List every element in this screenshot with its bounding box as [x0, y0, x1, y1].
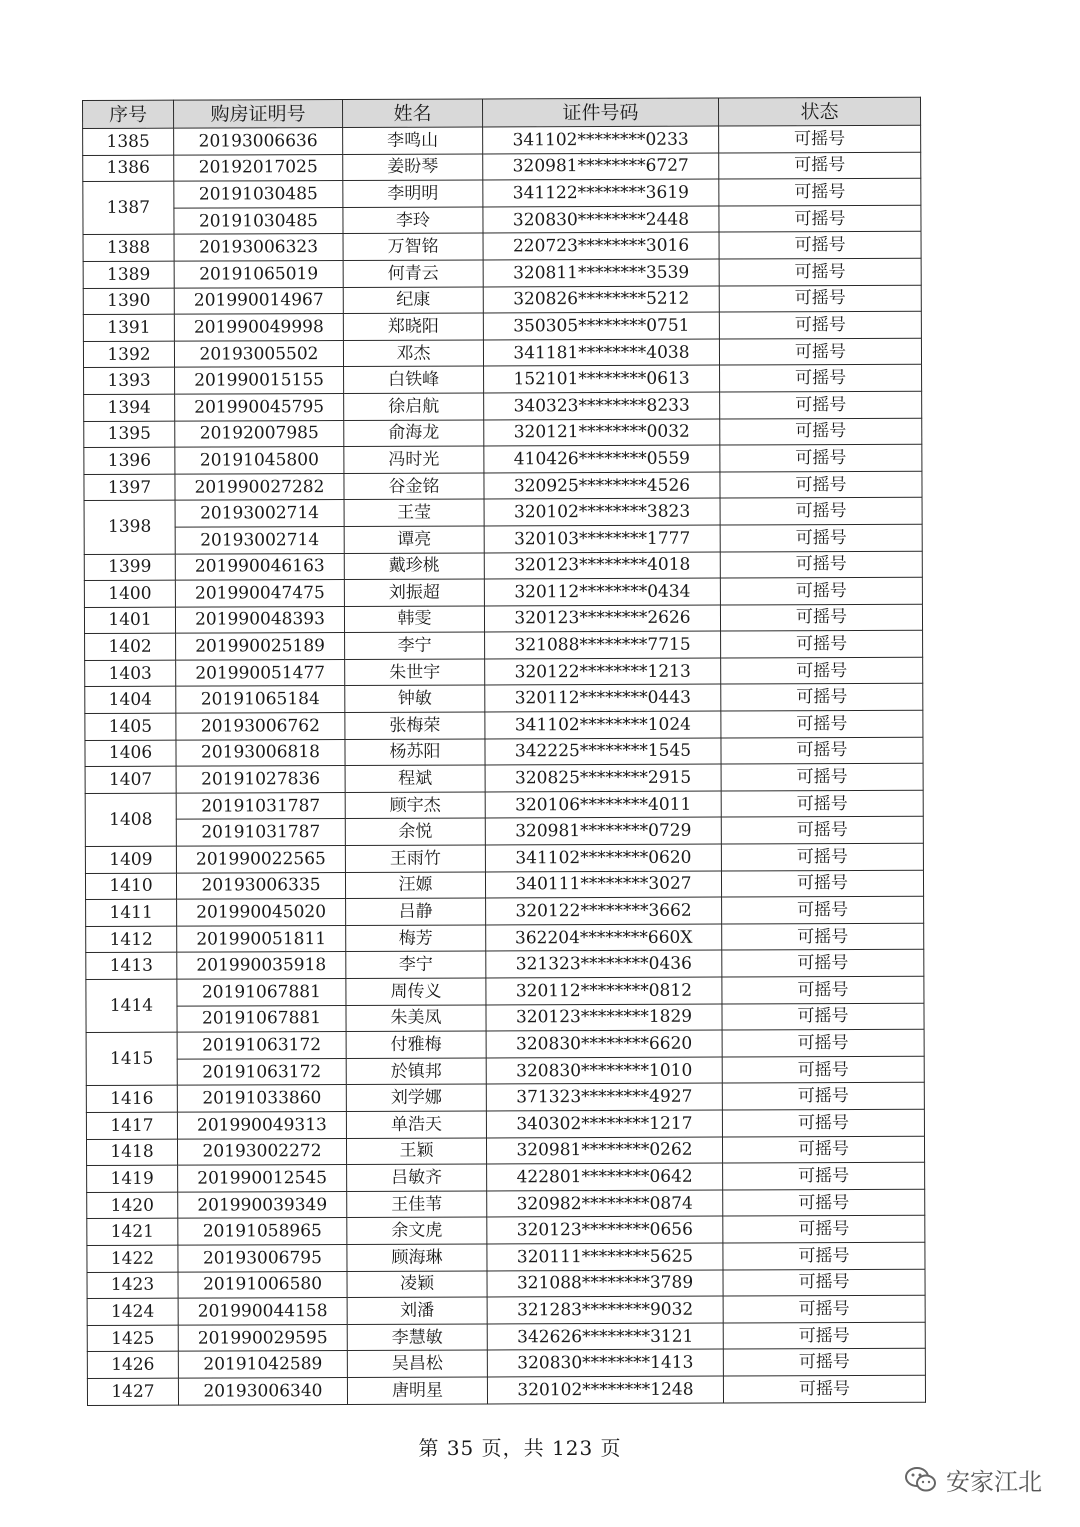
- cell-name: 於镇邦: [346, 1058, 486, 1085]
- cell-status: 可摇号: [722, 950, 924, 977]
- cell-cert-number: 20192017025: [174, 154, 343, 181]
- cell-seq: 1390: [83, 288, 174, 315]
- table-row: [84, 524, 922, 554]
- cell-id-number: 320102********3823: [484, 498, 720, 525]
- cell-seq: 1403: [85, 660, 176, 687]
- cell-seq: 1411: [86, 899, 177, 926]
- table-row: [87, 1375, 925, 1405]
- table-row: [85, 790, 923, 820]
- cell-cert-number: 20191063172: [177, 1058, 346, 1085]
- cell-status: 可摇号: [723, 1322, 925, 1349]
- cell-status: 可摇号: [722, 1029, 924, 1056]
- cell-status: 可摇号: [719, 178, 921, 205]
- cell-status: 可摇号: [719, 338, 921, 365]
- cell-status: 可摇号: [720, 524, 922, 551]
- cell-id-number: 320830********1413: [487, 1349, 723, 1376]
- header-name: 姓名: [343, 99, 483, 128]
- cell-name: 刘振超: [344, 579, 484, 606]
- cell-cert-number: 201990051811: [177, 925, 346, 952]
- cell-cert-number: 20191006580: [178, 1271, 347, 1298]
- cell-id-number: 320830********1010: [486, 1057, 722, 1084]
- table-row: [86, 950, 924, 980]
- table-row: [85, 817, 923, 847]
- cell-cert-number: 20193006795: [178, 1244, 347, 1271]
- cell-name: 钟敏: [345, 685, 485, 712]
- account-watermark: [904, 1462, 1042, 1497]
- cell-status: 可摇号: [720, 391, 922, 418]
- cell-cert-number: 20193002272: [177, 1138, 346, 1165]
- table-row: [84, 551, 922, 581]
- table-row: [85, 737, 923, 767]
- table-row: [84, 418, 922, 448]
- cell-seq: 1397: [84, 474, 175, 501]
- cell-id-number: 320121********0032: [484, 419, 720, 446]
- cell-name: 李宁: [345, 632, 485, 659]
- cell-name: 李慧敏: [347, 1324, 487, 1351]
- cell-cert-number: 201990046163: [175, 553, 344, 580]
- cell-id-number: 422801********0642: [487, 1163, 723, 1190]
- table-row: [83, 285, 921, 315]
- cell-name: 纪康: [343, 287, 483, 314]
- cell-seq: 1422: [87, 1245, 178, 1272]
- table-row: [83, 311, 921, 341]
- cell-id-number: 320112********0443: [485, 685, 721, 712]
- cell-name: 冯时光: [344, 446, 484, 473]
- cell-seq: 1396: [84, 447, 175, 474]
- table-row: [87, 1349, 925, 1379]
- cell-id-number: 342626********3121: [487, 1323, 723, 1350]
- table-row: [86, 1003, 924, 1033]
- cell-status: 可摇号: [720, 604, 922, 631]
- cell-id-number: 320102********1248: [487, 1376, 723, 1403]
- header-cert-number: 购房证明号: [174, 99, 343, 128]
- cell-name: 白铁峰: [344, 366, 484, 393]
- header-status: 状态: [718, 97, 920, 126]
- cell-status: 可摇号: [722, 1136, 924, 1163]
- cell-seq: 1406: [85, 740, 176, 767]
- header-id-number: 证件号码: [482, 98, 718, 127]
- cell-name: 周传义: [346, 978, 486, 1005]
- cell-id-number: 341181********4038: [483, 339, 719, 366]
- cell-id-number: 320111********5625: [487, 1243, 723, 1270]
- cell-id-number: 350305********0751: [483, 312, 719, 339]
- cell-id-number: 321283********9032: [487, 1296, 723, 1323]
- cell-cert-number: 20191033860: [177, 1085, 346, 1112]
- cell-status: 可摇号: [719, 258, 921, 285]
- table-row: [83, 258, 921, 288]
- cell-name: 吴昌松: [347, 1350, 487, 1377]
- cell-status: 可摇号: [720, 418, 922, 445]
- wechat-icon: [904, 1465, 938, 1495]
- table-row: [83, 232, 921, 262]
- cell-seq: 1423: [87, 1272, 178, 1299]
- cell-name: 王佳苇: [347, 1191, 487, 1218]
- cell-cert-number: 20193006818: [176, 739, 345, 766]
- cell-seq: 1385: [83, 128, 174, 155]
- cell-status: 可摇号: [723, 1269, 925, 1296]
- page-number: 第 35 页，共 123 页: [418, 1436, 622, 1460]
- table-row: [85, 710, 923, 740]
- cell-name: 谷金铭: [344, 473, 484, 500]
- cell-name: 邓杰: [343, 340, 483, 367]
- table-row: [86, 976, 924, 1006]
- table-row: [86, 1083, 924, 1113]
- cell-id-number: 320830********2448: [483, 206, 719, 233]
- cell-status: 可摇号: [721, 817, 923, 844]
- cell-cert-number: 20191058965: [178, 1218, 347, 1245]
- table-row: [87, 1216, 925, 1246]
- cell-status: 可摇号: [719, 285, 921, 312]
- cell-seq: 1392: [83, 341, 174, 368]
- cell-seq: 1416: [86, 1086, 177, 1113]
- cell-seq: 1402: [85, 633, 176, 660]
- cell-cert-number: 20191030485: [174, 181, 343, 208]
- cell-cert-number: 201990014967: [174, 287, 343, 314]
- cell-cert-number: 20193006636: [174, 127, 343, 154]
- cell-seq: 1394: [84, 394, 175, 421]
- cell-id-number: 320981********0262: [486, 1137, 722, 1164]
- cell-cert-number: 20193006762: [176, 713, 345, 740]
- cell-cert-number: 20191027836: [176, 766, 345, 793]
- cell-name: 李宁: [346, 951, 486, 978]
- cell-status: 可摇号: [723, 1216, 925, 1243]
- cell-id-number: 320925********4526: [484, 472, 720, 499]
- table-row: [87, 1189, 925, 1219]
- cell-seq: 1427: [87, 1378, 178, 1405]
- cell-status: 可摇号: [723, 1189, 925, 1216]
- cell-cert-number: 20191063172: [177, 1032, 346, 1059]
- cell-seq: 1418: [86, 1139, 177, 1166]
- cell-seq: 1407: [85, 766, 176, 793]
- table-row: [84, 365, 922, 395]
- cell-name: 凌颖: [347, 1270, 487, 1297]
- cell-id-number: 321088********3789: [487, 1270, 723, 1297]
- cell-status: 可摇号: [719, 125, 921, 152]
- cell-id-number: 371323********4927: [486, 1083, 722, 1110]
- cell-cert-number: 201990049313: [177, 1111, 346, 1138]
- cell-id-number: 320982********0874: [487, 1190, 723, 1217]
- cell-id-number: 320825********2915: [485, 764, 721, 791]
- table-row: [84, 444, 922, 474]
- cell-id-number: 340302********1217: [486, 1110, 722, 1137]
- cell-name: 徐启航: [344, 393, 484, 420]
- cell-id-number: 320981********6727: [483, 153, 719, 180]
- cell-cert-number: 20193002714: [175, 500, 344, 527]
- cell-id-number: 320123********0656: [487, 1216, 723, 1243]
- cell-seq: 1389: [83, 261, 174, 288]
- cell-cert-number: 20191067881: [177, 1005, 346, 1032]
- cell-cert-number: 20191042589: [178, 1351, 347, 1378]
- cell-name: 俞海龙: [344, 419, 484, 446]
- cell-cert-number: 20193006335: [176, 872, 345, 899]
- cell-name: 姜盼琴: [343, 154, 483, 181]
- cell-seq: 1391: [83, 314, 174, 341]
- cell-status: 可摇号: [721, 737, 923, 764]
- cell-status: 可摇号: [719, 205, 921, 232]
- cell-id-number: 341102********0620: [485, 844, 721, 871]
- cell-cert-number: 201990022565: [176, 846, 345, 873]
- header-seq: 序号: [83, 100, 174, 128]
- cell-name: 王莹: [344, 499, 484, 526]
- cell-cert-number: 20193005502: [174, 340, 343, 367]
- table-row: [84, 471, 922, 501]
- cell-name: 余文虎: [347, 1217, 487, 1244]
- cell-name: 戴珍桃: [344, 552, 484, 579]
- cell-status: 可摇号: [721, 870, 923, 897]
- cell-id-number: 410426********0559: [484, 445, 720, 472]
- table-row: [87, 1162, 925, 1192]
- cell-seq: 1393: [84, 367, 175, 394]
- cell-id-number: 341122********3619: [483, 179, 719, 206]
- cell-seq: 1424: [87, 1298, 178, 1325]
- cell-id-number: 341102********1024: [485, 711, 721, 738]
- table-row: [83, 338, 921, 368]
- cell-name: 杨苏阳: [345, 739, 485, 766]
- table-row: [84, 577, 922, 607]
- cell-name: 余悦: [345, 818, 485, 845]
- cell-id-number: 321323********0436: [486, 950, 722, 977]
- cell-cert-number: 20191065019: [174, 260, 343, 287]
- cell-status: 可摇号: [721, 764, 923, 791]
- cell-seq: 1414: [86, 979, 177, 1033]
- cell-id-number: 320830********6620: [486, 1030, 722, 1057]
- cell-name: 李玲: [343, 207, 483, 234]
- cell-status: 可摇号: [722, 1003, 924, 1030]
- cell-status: 可摇号: [720, 551, 922, 578]
- cell-cert-number: 201990044158: [178, 1298, 347, 1325]
- cell-status: 可摇号: [720, 365, 922, 392]
- cell-seq: 1388: [83, 235, 174, 262]
- table-row: [86, 1136, 924, 1166]
- cell-status: 可摇号: [722, 976, 924, 1003]
- cell-id-number: 362204********660X: [486, 924, 722, 951]
- cell-cert-number: 201990039349: [178, 1191, 347, 1218]
- cell-cert-number: 201990048393: [175, 606, 344, 633]
- cell-cert-number: 20191065184: [176, 686, 345, 713]
- cell-cert-number: 20193006323: [174, 234, 343, 261]
- cell-status: 可摇号: [719, 232, 921, 259]
- cell-seq: 1415: [86, 1032, 177, 1086]
- cell-name: 单浩天: [346, 1111, 486, 1138]
- cell-status: 可摇号: [720, 498, 922, 525]
- cell-status: 可摇号: [723, 1375, 925, 1402]
- purchase-lottery-table: [82, 97, 926, 1406]
- cell-name: 刘学娜: [346, 1084, 486, 1111]
- cell-name: 何青云: [343, 260, 483, 287]
- cell-name: 朱美凤: [346, 1005, 486, 1032]
- cell-seq: 1425: [87, 1325, 178, 1352]
- cell-cert-number: 201990051477: [176, 659, 345, 686]
- cell-status: 可摇号: [723, 1242, 925, 1269]
- table-body: [83, 125, 926, 1405]
- cell-name: 付雅梅: [346, 1031, 486, 1058]
- cell-id-number: 320826********5212: [483, 286, 719, 313]
- cell-status: 可摇号: [719, 311, 921, 338]
- cell-name: 朱世宇: [345, 659, 485, 686]
- table-row: [84, 391, 922, 421]
- cell-status: 可摇号: [722, 1083, 924, 1110]
- cell-seq: 1386: [83, 155, 174, 182]
- cell-name: 唐明星: [347, 1377, 487, 1404]
- cell-status: 可摇号: [722, 896, 924, 923]
- cell-status: 可摇号: [721, 684, 923, 711]
- cell-cert-number: 201990029595: [178, 1324, 347, 1351]
- cell-id-number: 320112********0434: [484, 578, 720, 605]
- cell-name: 程斌: [345, 765, 485, 792]
- table-row: [87, 1242, 925, 1272]
- table-row: [83, 205, 921, 235]
- cell-cert-number: 20192007985: [175, 420, 344, 447]
- watermark-text: 安家江北: [946, 1468, 1042, 1496]
- table-row: [84, 604, 922, 634]
- cell-status: 可摇号: [720, 577, 922, 604]
- table-row: [86, 1029, 924, 1059]
- cell-seq: 1412: [86, 926, 177, 953]
- cell-id-number: 320123********4018: [484, 552, 720, 579]
- cell-status: 可摇号: [723, 1349, 925, 1376]
- table-row: [83, 152, 921, 182]
- cell-id-number: 152101********0613: [484, 365, 720, 392]
- cell-id-number: 320123********2626: [484, 605, 720, 632]
- cell-status: 可摇号: [722, 923, 924, 950]
- cell-name: 张梅荣: [345, 712, 485, 739]
- cell-seq: 1413: [86, 953, 177, 980]
- cell-seq: 1399: [84, 554, 175, 581]
- cell-status: 可摇号: [722, 1109, 924, 1136]
- cell-status: 可摇号: [721, 657, 923, 684]
- cell-cert-number: 20193002714: [175, 526, 344, 553]
- cell-seq: 1426: [87, 1351, 178, 1378]
- table-row: [83, 178, 921, 208]
- cell-id-number: 320106********4011: [485, 791, 721, 818]
- cell-status: 可摇号: [720, 471, 922, 498]
- cell-cert-number: 20191045800: [175, 447, 344, 474]
- cell-name: 刘潘: [347, 1297, 487, 1324]
- table-row: [85, 870, 923, 900]
- cell-seq: 1408: [85, 793, 176, 847]
- cell-cert-number: 201990035918: [177, 952, 346, 979]
- cell-name: 郑晓阳: [343, 313, 483, 340]
- cell-cert-number: 201990049998: [174, 314, 343, 341]
- table-row: [86, 896, 924, 926]
- cell-seq: 1410: [85, 873, 176, 900]
- cell-cert-number: 201990045795: [175, 393, 344, 420]
- table-row: [84, 498, 922, 528]
- cell-cert-number: 201990015155: [175, 367, 344, 394]
- cell-id-number: 320122********1213: [485, 658, 721, 685]
- cell-cert-number: 20191031787: [176, 792, 345, 819]
- cell-id-number: 320811********3539: [483, 259, 719, 286]
- cell-name: 李鸣山: [343, 127, 483, 154]
- cell-name: 吕敏齐: [347, 1164, 487, 1191]
- cell-id-number: 342225********1545: [485, 738, 721, 765]
- table-row: [85, 843, 923, 873]
- table-row: [85, 631, 923, 661]
- cell-name: 李明明: [343, 180, 483, 207]
- cell-id-number: 341102********0233: [483, 126, 719, 153]
- cell-cert-number: 201990047475: [175, 580, 344, 607]
- cell-name: 梅芳: [346, 925, 486, 952]
- cell-cert-number: 201990045020: [177, 899, 346, 926]
- table-row: [87, 1295, 925, 1325]
- cell-cert-number: 20191030485: [174, 207, 343, 234]
- cell-id-number: 320123********1829: [486, 1004, 722, 1031]
- table-row: [85, 684, 923, 714]
- cell-status: 可摇号: [721, 710, 923, 737]
- cell-name: 王雨竹: [345, 845, 485, 872]
- cell-status: 可摇号: [721, 843, 923, 870]
- cell-status: 可摇号: [723, 1295, 925, 1322]
- cell-cert-number: 20193006340: [178, 1377, 347, 1404]
- cell-seq: 1400: [84, 580, 175, 607]
- cell-id-number: 320122********3662: [486, 897, 722, 924]
- table-row: [86, 923, 924, 953]
- table-row: [86, 1109, 924, 1139]
- cell-status: 可摇号: [722, 1056, 924, 1083]
- cell-name: 汪嫄: [345, 872, 485, 899]
- cell-name: 王颖: [346, 1138, 486, 1165]
- cell-seq: 1387: [83, 181, 174, 235]
- cell-seq: 1404: [85, 687, 176, 714]
- table-row: [87, 1269, 925, 1299]
- cell-id-number: 320981********0729: [485, 817, 721, 844]
- cell-name: 顾海琳: [347, 1244, 487, 1271]
- cell-status: 可摇号: [719, 152, 921, 179]
- cell-name: 顾宇杰: [345, 792, 485, 819]
- cell-id-number: 320112********0812: [486, 977, 722, 1004]
- table-header-row: [83, 97, 921, 128]
- table-row: [83, 125, 921, 155]
- table-row: [86, 1056, 924, 1086]
- cell-seq: 1420: [87, 1192, 178, 1219]
- cell-name: 万智铭: [343, 233, 483, 260]
- table-row: [87, 1322, 925, 1352]
- cell-id-number: 340323********8233: [484, 392, 720, 419]
- cell-name: 吕静: [346, 898, 486, 925]
- cell-cert-number: 201990025189: [176, 633, 345, 660]
- cell-status: 可摇号: [723, 1162, 925, 1189]
- cell-seq: 1398: [84, 500, 175, 554]
- cell-id-number: 321088********7715: [485, 631, 721, 658]
- cell-cert-number: 20191067881: [177, 978, 346, 1005]
- cell-seq: 1405: [85, 713, 176, 740]
- cell-name: 谭亮: [344, 526, 484, 553]
- cell-id-number: 220723********3016: [483, 232, 719, 259]
- cell-name: 韩雯: [344, 606, 484, 633]
- cell-seq: 1417: [86, 1112, 177, 1139]
- cell-status: 可摇号: [721, 790, 923, 817]
- table-row: [85, 764, 923, 794]
- cell-seq: 1401: [84, 607, 175, 634]
- cell-seq: 1419: [87, 1165, 178, 1192]
- cell-seq: 1409: [85, 846, 176, 873]
- cell-id-number: 340111********3027: [485, 871, 721, 898]
- cell-status: 可摇号: [720, 444, 922, 471]
- cell-cert-number: 201990027282: [175, 473, 344, 500]
- cell-status: 可摇号: [721, 631, 923, 658]
- cell-cert-number: 20191031787: [176, 819, 345, 846]
- cell-id-number: 320103********1777: [484, 525, 720, 552]
- cell-seq: 1421: [87, 1218, 178, 1245]
- cell-seq: 1395: [84, 421, 175, 448]
- cell-cert-number: 201990012545: [178, 1165, 347, 1192]
- table-row: [85, 657, 923, 687]
